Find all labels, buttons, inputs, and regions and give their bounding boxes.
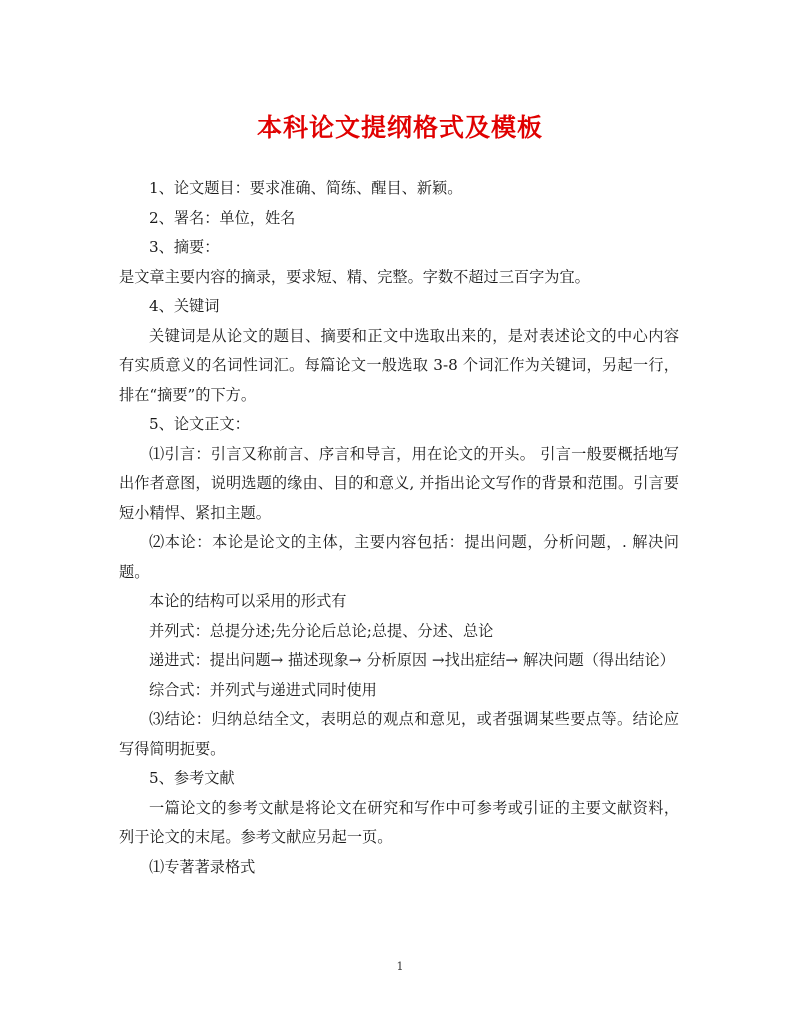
- paragraph: 1、论文题目：要求准确、简练、醒目、新颖。: [149, 179, 463, 197]
- document-title: 本科论文提纲格式及模板: [256, 113, 543, 142]
- page-number: 1: [396, 960, 404, 973]
- paragraph: 一篇论文的参考文献是将论文在研究和写作中可参考或引证的主要文献资料，列于论文的末尾。参考文献应另起一页。: [119, 798, 679, 846]
- paragraph: ⑶结论：归纳总结全文，表明总的观点和意见，或者强调某些要点等。结论应写得简明扼要。: [119, 710, 679, 758]
- paragraph: 综合式：并列式与递进式同时使用: [149, 680, 377, 699]
- paragraph: 4、关键词: [149, 297, 220, 315]
- paragraph: 关键词是从论文的题目、摘要和正文中选取出来的，是对表述论文的中心内容有实质意义的名词性词汇。每篇论文一般选取 3-8 个词汇作为关键词，另起一行，排在“摘要”的下方。: [119, 326, 679, 404]
- paragraph: ⑵本论：本论是论文的主体，主要内容包括：提出问题，分析问题，. 解决问题。: [119, 533, 679, 581]
- paragraph: 3、摘要：: [149, 238, 220, 256]
- paragraph: 递进式：提出问题→ 描述现象→ 分析原因 →找出症结→ 解决问题（得出结论）: [149, 651, 675, 669]
- paragraph: 是文章主要内容的摘录，要求短、精、完整。字数不超过三百字为宜。: [119, 267, 590, 286]
- paragraph: 5、参考文献: [149, 769, 235, 787]
- paragraph: 5、论文正文：: [149, 415, 250, 433]
- paragraph: 并列式：总提分述;先分论后总论;总提、分述、总论: [149, 621, 494, 640]
- paragraph: 2、署名：单位，姓名: [149, 208, 296, 227]
- document-body: [119, 174, 679, 882]
- paragraph: ⑴引言：引言又称前言、序言和导言，用在论文的开头。 引言一般要概括地写出作者意图，说明选题的缘由、目的和意义, 并指出论文写作的背景和范围。引言要短小精悍、紧扣主题。: [119, 444, 679, 522]
- paragraph: 本论的结构可以采用的形式有: [149, 592, 347, 610]
- paragraph: ⑴专著著录格式: [149, 857, 256, 876]
